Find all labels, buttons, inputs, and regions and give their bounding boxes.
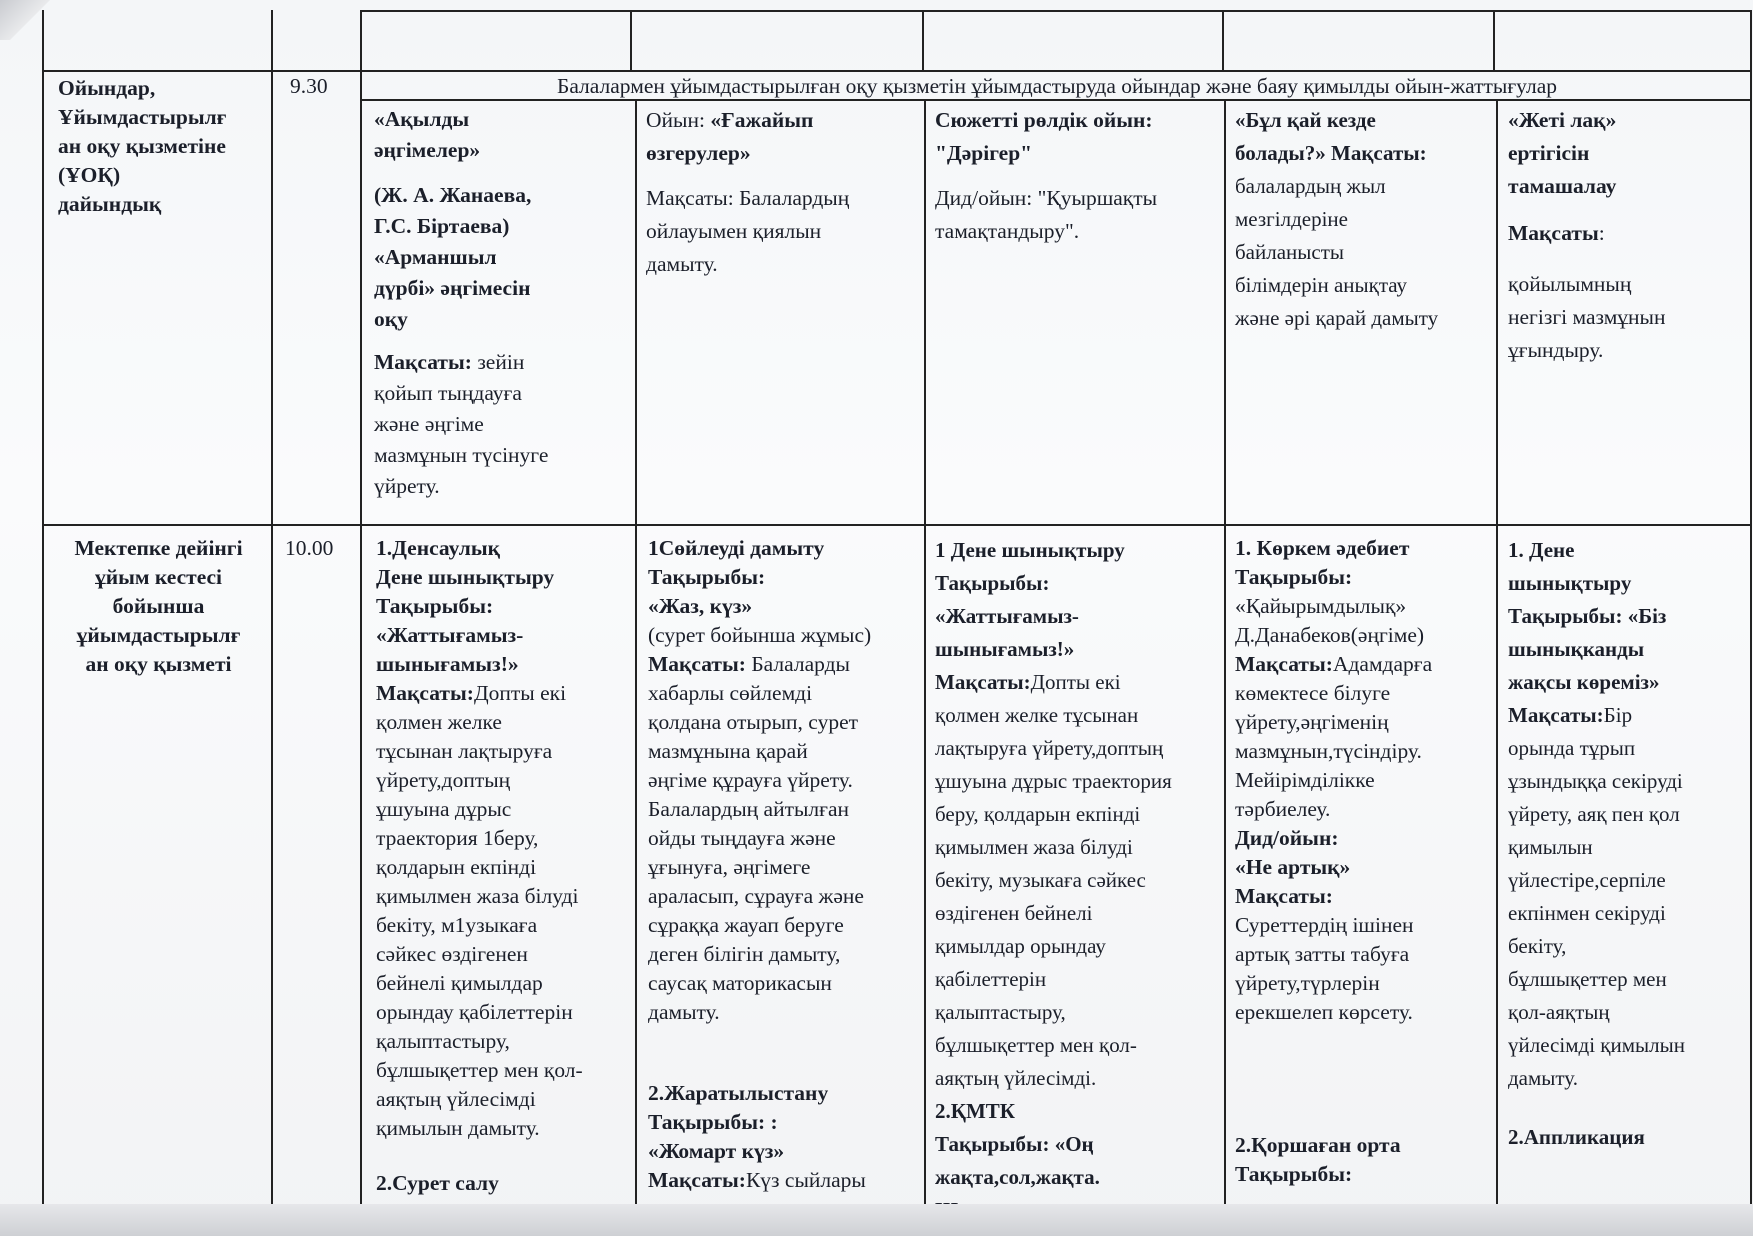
col-divider-c1 (360, 10, 362, 1214)
row2-c1-line: сәйкес өздігенен (376, 942, 528, 966)
c4-goal-line: байланысты (1235, 240, 1344, 264)
c2-title-prefix: Ойын: (646, 108, 711, 132)
c1-author-line: (Ж. А. Жанаева, (374, 183, 532, 207)
row2-c5-line (1508, 1095, 1748, 1121)
row2-c4-line: үйрету,әңгіменің (1235, 710, 1389, 734)
row2-c1-line: Дене шынықтыру (376, 565, 555, 589)
row2-c1-line (376, 1143, 634, 1169)
row2-c2-line: Тақырыбы: : (648, 1110, 778, 1134)
c3-title-line: "Дәрігер" (935, 141, 1033, 165)
page-bottom-edge (0, 1204, 1753, 1236)
row2-c4-line: ерекшелеп көрсету. (1235, 1000, 1413, 1024)
col-divider-c2-top (630, 10, 632, 72)
row2-c4-line (1235, 1053, 1497, 1079)
row2-c4-line (1235, 1105, 1497, 1131)
row2-c3-line: беру, қолдарын екпінді (935, 802, 1141, 826)
row2-c2-line: әңгіме құрауға үйрету. (648, 768, 853, 792)
row2-c1-line: бейнелі қимылдар (376, 971, 543, 995)
c2-goal-line: Мақсаты: Балалардың (646, 186, 850, 210)
row2-c5-line (1508, 699, 1748, 732)
row2-c4-line: Суреттердің ішінен (1235, 913, 1414, 937)
goal-label: Мақсаты: (648, 1168, 746, 1192)
row2-c3-line: өздігенен бейнелі (935, 901, 1093, 925)
c4-goal-label: Мақсаты: (1325, 141, 1427, 165)
row2-c1-line: қалыптастыру, (376, 1029, 510, 1053)
row2-c2-line: дамыту. (648, 1000, 720, 1024)
row2-c1-line: 2.Сурет салу (376, 1171, 499, 1195)
row2-label-line: ан оқу қызметі (85, 652, 232, 676)
row2-c3-line: бекіту, музыкаға сәйкес (935, 868, 1146, 892)
row2-c4-line: мазмұнын,түсіндіру. (1235, 739, 1422, 763)
c4-goal-line: және әрі қарай дамыту (1235, 306, 1439, 330)
row2-c5-line: 2.Аппликация (1508, 1125, 1645, 1149)
row2-c5-line: екпінмен секіруді (1508, 901, 1666, 925)
c4-title: «Бұл қай кезде (1235, 108, 1376, 132)
row1-col5 (1508, 104, 1748, 367)
row2-c5-line: үйрету, аяқ пен қол (1508, 802, 1680, 826)
row2-c1-line: қимылмен жаза білуді (376, 884, 579, 908)
col-divider-c4-top (1222, 10, 1224, 72)
row2-label-line: бойынша (112, 594, 205, 618)
row2-c3-line: Тақырыбы: «Оң (935, 1132, 1094, 1156)
row2-c1-line (376, 679, 634, 708)
row2-c5-line: қимылын (1508, 835, 1593, 859)
row2-c1-line: қолмен желке (376, 710, 502, 734)
row2-c2-line: сұраққа жауап беруге (648, 913, 844, 937)
row2-c5-line: ұзындыққа секіруді (1508, 769, 1683, 793)
row2-c3-line: қолмен желке тұсынан (935, 703, 1139, 727)
goal-label: Мақсаты: (1508, 703, 1604, 727)
col-divider-c5-top (1493, 10, 1495, 72)
col-divider-c3 (924, 100, 926, 1204)
row1-label-line: (ҰОҚ) (58, 163, 121, 187)
c3-text-line: тамақтандыру". (935, 219, 1080, 243)
row2-c2-line: Тақырыбы: (648, 565, 766, 589)
row1-label-line: дайындық (58, 192, 162, 216)
row2-c3-line: бұлшықеттер мен қол- (935, 1033, 1137, 1057)
c4-goal-line: білімдерін анықтау (1235, 273, 1408, 297)
c1-author-line: «Арманшыл (374, 245, 497, 269)
row2-col4 (1235, 534, 1497, 1189)
c5-title-line: тамашалау (1508, 174, 1617, 198)
row2-c1-line: 1.Денсаулық (376, 536, 501, 560)
row1-label-line: Ұйымдастырылғ (58, 105, 227, 129)
table-right-border (1750, 10, 1752, 1214)
goal-text: Адамдарға (1332, 652, 1433, 676)
row2-c4-line: Тақырыбы: (1235, 565, 1353, 589)
c5-goal-line: қойылымның (1508, 272, 1632, 296)
row2-c5-line: бұлшықеттер мен (1508, 967, 1667, 991)
row2-label (46, 534, 271, 679)
c1-goal-text: зейін (471, 350, 525, 374)
row2-c2-line: деген білігін дамыту, (648, 942, 841, 966)
c1-title-line: «Ақылды (374, 107, 470, 131)
row2-c2-line: 2.Жаратылыстану (648, 1081, 829, 1105)
goal-label: Мақсаты: (1235, 652, 1333, 676)
row2-c2-line (648, 1166, 924, 1195)
row2-c3-line: қимылмен жаза білуді (935, 835, 1133, 859)
row2-col2 (648, 534, 924, 1195)
c1-author-line: дүрбі» әңгімесін (374, 276, 531, 300)
row2-c3-line: ұшуына дұрыс траектория (935, 769, 1172, 793)
row2-c5-line: үйлесімді қимылын (1508, 1033, 1685, 1057)
c1-goal-line: және әңгіме (374, 412, 484, 436)
col-divider-c2 (635, 100, 637, 1204)
c2-title-line: өзгерулер» (646, 141, 751, 165)
c1-author-line: оқу (374, 307, 408, 331)
row2-c5-line: шынықканды (1508, 637, 1645, 661)
row2-c1-line: аяқтың үйлесімді (376, 1087, 536, 1111)
row2-c1-line: қимылын дамыту. (376, 1116, 540, 1140)
row2-c2-line: ойды тыңдауға және (648, 826, 836, 850)
row2-c2-line: саусақ маторикасын (648, 971, 832, 995)
row2-c4-line (1235, 1027, 1497, 1053)
c4-goal-line: балалардың жыл (1235, 174, 1386, 198)
row2-col3 (935, 534, 1227, 1227)
row1-banner: Балалармен ұйымдастырылған оқу қызметін ұйымдастыруда ойындар және баяу қимылды ойын-жаттығулар (556, 74, 1557, 98)
row2-c2-line (648, 1027, 924, 1053)
row2-c5-line: шынықтыру (1508, 571, 1632, 595)
c1-author-line: Г.С. Біртаева) (374, 214, 510, 238)
c2-goal-line: дамыту. (646, 252, 718, 276)
row2-c4-line: Мақсаты: (1235, 884, 1333, 908)
c1-goal-line: мазмұнын түсінуге (374, 443, 549, 467)
row2-c2-line: «Жаз, күз» (648, 594, 753, 618)
col-divider-time (271, 10, 273, 1214)
row1-time: 9.30 (290, 74, 328, 98)
row1-label-line: ан оқу қызметіне (58, 134, 226, 158)
row2-c5-line: Тақырыбы: «Біз (1508, 604, 1667, 628)
row2-c1-line: қолдарын екпінді (376, 855, 537, 879)
row2-col1 (376, 534, 634, 1198)
c5-goal-colon: : (1598, 221, 1605, 245)
row2-c1-line: ұшуына дұрыс (376, 797, 512, 821)
c5-goal-label: Мақсаты (1508, 221, 1599, 245)
c2-title-line: «Ғажайып (710, 108, 814, 132)
c1-goal-line: қойып тыңдауға (374, 381, 522, 405)
row2-c5-line: дамыту. (1508, 1066, 1578, 1090)
row2-time: 10.00 (285, 536, 334, 560)
c5-title-line: «Жеті лақ» (1508, 108, 1617, 132)
row2-c3-line: аяқтың үйлесімді. (935, 1066, 1097, 1090)
row2-c3-line: қимылдар орындау (935, 934, 1106, 958)
goal-text: Бір (1603, 703, 1633, 727)
row2-c4-line: Д.Данабеков(әңгіме) (1235, 623, 1425, 647)
row2-c2-line: қолдана отырып, сурет (648, 710, 859, 734)
row2-c1-line: бұлшықеттер мен қол- (376, 1058, 583, 1082)
row2-c1-line: шынығамыз!» (376, 652, 519, 676)
row2-c3-line: Тақырыбы: (935, 571, 1050, 595)
row2-c4-line: 2.Қоршаған орта (1235, 1133, 1401, 1157)
row2-c3-line: жақта,сол,жақта. (935, 1165, 1100, 1189)
row2-label-line: ұйымдастырылғ (76, 623, 241, 647)
row2-label-line: ұйым кестесі (94, 565, 223, 589)
row1-col2 (646, 104, 922, 281)
row2-c1-line: тұсынан лақтыруға (376, 739, 553, 763)
row2-c5-line: жақсы көреміз» (1508, 670, 1660, 694)
row2-c2-line: 1Сөйлеуді дамыту (648, 536, 825, 560)
row2-c5-line: үйлестіре,серпіле (1508, 868, 1666, 892)
c1-title-line: әңгімелер» (374, 138, 481, 162)
row2-c1-line: бекіту, м1узыкаға (376, 913, 538, 937)
row2-c2-line: хабарлы сөйлемді (648, 681, 813, 705)
row2-c5-line: бекіту, (1508, 934, 1567, 958)
row2-c3-line: лақтыруға үйрету,доптың (935, 736, 1164, 760)
row2-c3-line: 1 Дене шынықтыру (935, 538, 1125, 562)
row2-label-line: Мектепке дейінгі (74, 536, 243, 560)
row1-col4 (1235, 104, 1497, 335)
c3-text-line: Дид/ойын: "Қуыршақты (935, 186, 1158, 210)
row2-c2-line: ұғынуға, әңгімеге (648, 855, 811, 879)
table-left-border (42, 10, 44, 1214)
row-divider-2 (42, 524, 1752, 526)
c5-title-line: ертігісін (1508, 141, 1590, 165)
row2-c3-line: шынығамыз!» (935, 637, 1075, 661)
goal-text: Балаларды (745, 652, 850, 676)
row2-c1-line: «Жаттығамыз- (376, 623, 524, 647)
row2-c5-line: қол-аяқтың (1508, 1000, 1610, 1024)
col-divider-c3-top (922, 10, 924, 72)
row2-c2-line: араласып, сұрауға және (648, 884, 864, 908)
goal-label: Мақсаты: (376, 681, 474, 705)
c5-goal-line: негізгі мазмұнын (1508, 305, 1666, 329)
table-top-border (360, 10, 1752, 12)
row2-c4-line: «Не артық» (1235, 855, 1351, 879)
row2-c1-line: үйрету,доптың (376, 768, 511, 792)
row2-c1-line: траектория 1беру, (376, 826, 539, 850)
row2-col5 (1508, 534, 1748, 1154)
row2-c4-line: үйрету,түрлерін (1235, 971, 1380, 995)
row2-c4-line: Мейірімділікке (1235, 768, 1375, 792)
row2-c4-line: Тақырыбы: (1235, 1162, 1353, 1186)
row2-c5-line: орында тұрып (1508, 736, 1636, 760)
row2-c3-line: «Жаттығамыз- (935, 604, 1079, 628)
row2-c3-line: қалыптастыру, (935, 1000, 1066, 1024)
goal-label: Мақсаты: (935, 670, 1031, 694)
row2-c4-line: көмектесе білуге (1235, 681, 1391, 705)
row2-c4-line (1235, 1079, 1497, 1105)
row1-col1 (374, 104, 630, 502)
goal-text: Допты екі (473, 681, 567, 705)
row2-c2-line (648, 1053, 924, 1079)
row2-c1-line: орындау қабілеттерін (376, 1000, 573, 1024)
goal-label: Мақсаты: (648, 652, 746, 676)
c5-goal-line: ұғындыру. (1508, 338, 1604, 362)
row2-c3-line (935, 666, 1227, 699)
row1-label-line: Ойындар, (58, 76, 156, 100)
c1-goal-label: Мақсаты: (374, 350, 472, 374)
row2-c4-line: 1. Көркем әдебиет (1235, 536, 1410, 560)
row2-c4-line: артық затты табуға (1235, 942, 1410, 966)
goal-text: Допты екі (1030, 670, 1121, 694)
row2-c2-line: Балалардың айтылған (648, 797, 850, 821)
row1-label (58, 74, 268, 219)
row2-c4-line: тәрбиелеу. (1235, 797, 1331, 821)
c4-goal-line: мезгілдеріне (1235, 207, 1348, 231)
c3-title-line: Сюжетті рөлдік ойын: (935, 108, 1153, 132)
c2-goal-line: ойлауымен қиялын (646, 219, 822, 243)
c1-goal-line: үйрету. (374, 474, 440, 498)
row2-c4-line: Дид/ойын: (1235, 826, 1339, 850)
goal-text: Күз сыйлары (745, 1168, 866, 1192)
row2-c3-line: 2.ҚМТК (935, 1099, 1016, 1123)
row1-col3 (935, 104, 1225, 248)
row2-c2-line: «Жомарт күз» (648, 1139, 785, 1163)
row2-c4-line: «Қайырымдылық» (1235, 594, 1407, 618)
row2-c2-line: (сурет бойынша жұмыс) (648, 623, 872, 647)
page-corner-fold (0, 0, 70, 40)
row2-c1-line: Тақырыбы: (376, 594, 494, 618)
row2-c2-line: мазмұнына қарай (648, 739, 808, 763)
c4-title-2: болады?» (1235, 141, 1326, 165)
row2-c2-line (648, 650, 924, 679)
row2-c3-line: қабілеттерін (935, 967, 1047, 991)
row2-c4-line (1235, 650, 1497, 679)
row2-c5-line: 1. Дене (1508, 538, 1575, 562)
